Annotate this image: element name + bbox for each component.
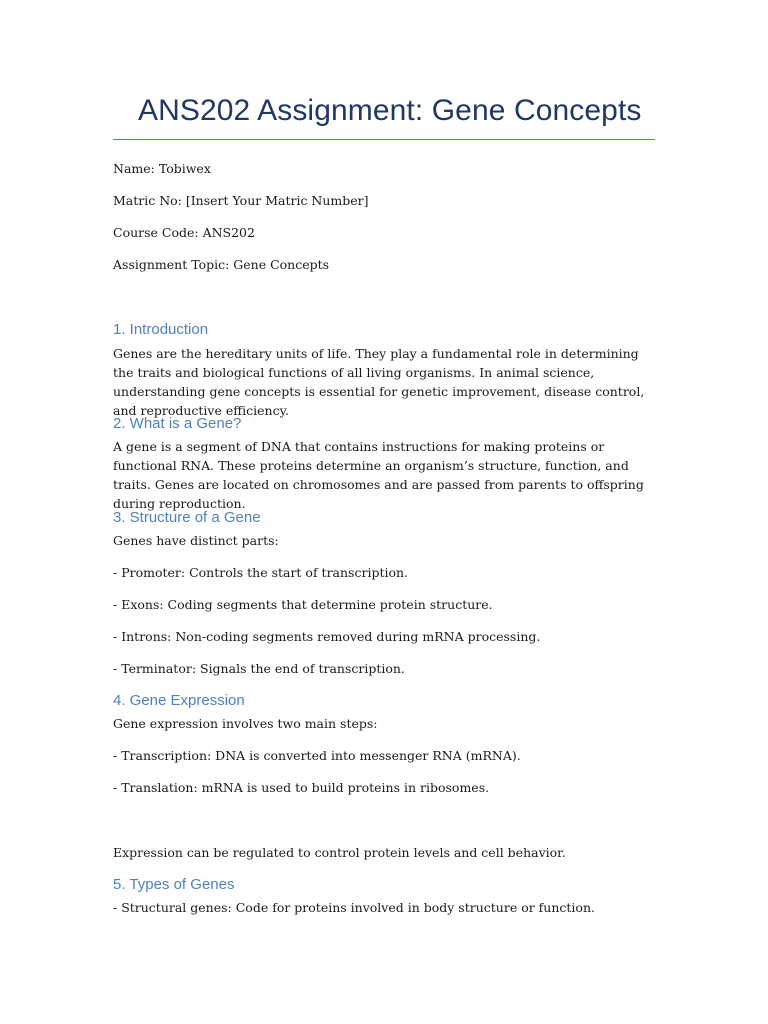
meta-course: Course Code: ANS202 [113,225,255,240]
structure-lead: Genes have distinct parts: [113,533,279,548]
section-heading-what-is-gene: 2. What is a Gene? [113,415,242,432]
expression-lead: Gene expression involves two main steps: [113,716,378,731]
list-item: - Translation: mRNA is used to build proteins in ribosomes. [113,780,490,795]
list-item: - Promoter: Controls the start of transcription. [113,565,409,580]
meta-name: Name: Tobiwex [113,161,211,176]
section-heading-types: 5. Types of Genes [113,876,235,893]
list-item: - Transcription: DNA is converted into messenger RNA (mRNA). [113,748,521,763]
section-body-introduction: Genes are the hereditary units of life. They play a fundamental role in determining the traits and biological functions of all living organisms. In animal science, understanding gene concepts is essential for genetic improvement, disease control, and reproductive efficiency. [113,346,645,418]
expression-closing: Expression can be regulated to control protein levels and cell behavior. [113,845,566,860]
title-underline [113,139,655,140]
meta-topic: Assignment Topic: Gene Concepts [113,257,330,272]
section-heading-expression: 4. Gene Expression [113,692,245,709]
document-title: ANS202 Assignment: Gene Concepts [138,94,642,127]
list-item: - Introns: Non-coding segments removed during mRNA processing. [113,629,541,644]
list-item: - Exons: Coding segments that determine protein structure. [113,597,493,612]
meta-matric: Matric No: [Insert Your Matric Number] [113,193,369,208]
section-body-what-is-gene: A gene is a segment of DNA that contains instructions for making proteins or functional RNA. These proteins determine an organism’s structure, function, and traits. Genes are located on chromosomes and are passed from parents to offspring during reproduction. [113,439,644,511]
list-item: - Structural genes: Code for proteins involved in body structure or function. [113,900,595,915]
section-heading-structure: 3. Structure of a Gene [113,509,261,526]
list-item: - Terminator: Signals the end of transcription. [113,661,405,676]
section-heading-introduction: 1. Introduction [113,321,209,338]
